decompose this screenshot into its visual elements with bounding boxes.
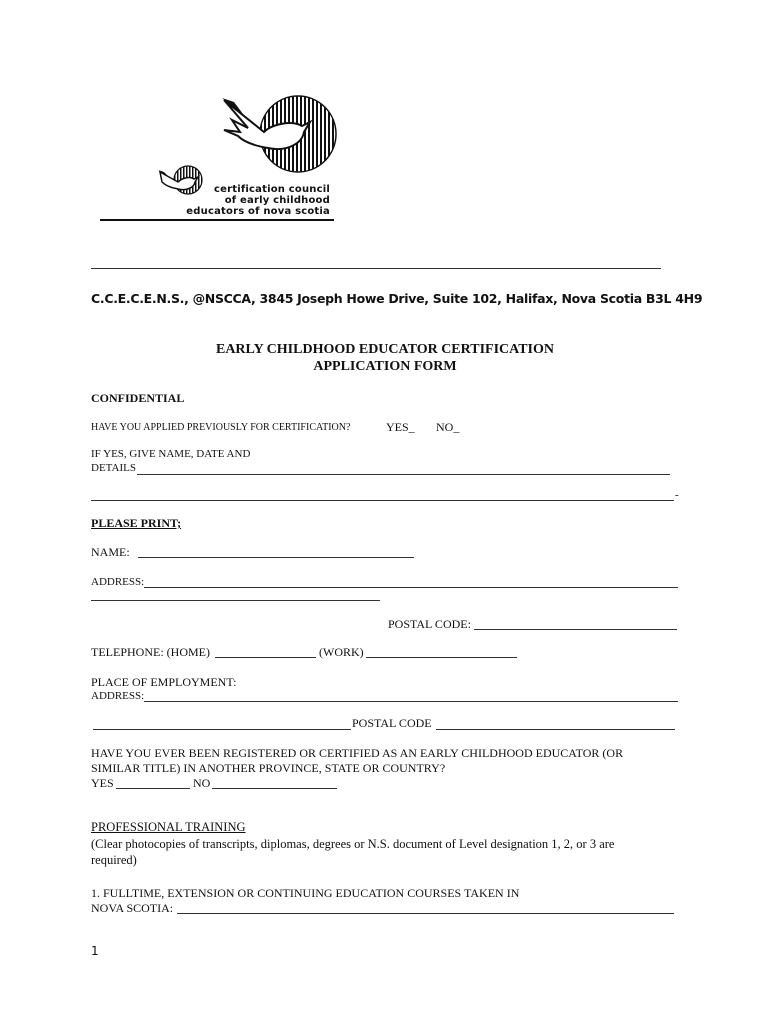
details-label: DETAILS xyxy=(91,462,136,474)
details-trailing-mark: - xyxy=(675,489,679,501)
employment-address-field[interactable] xyxy=(144,701,678,702)
page-number: 1 xyxy=(91,944,99,958)
form-title-line1: EARLY CHILDHOOD EDUCATOR CERTIFICATION xyxy=(215,342,555,357)
telephone-home-label: TELEPHONE: (HOME) xyxy=(91,645,210,659)
postal-code-label: POSTAL CODE: xyxy=(388,617,471,631)
registered-elsewhere-yes-field[interactable] xyxy=(116,788,190,789)
address-label: ADDRESS: xyxy=(91,576,145,588)
logo-text-line3: educators of nova scotia xyxy=(186,206,330,217)
professional-training-note-line1: (Clear photocopies of transcripts, diplomas, degrees or N.S. document of Level designation 1, 2, or 3 are xyxy=(91,837,615,851)
postal-code-field[interactable] xyxy=(474,629,677,630)
registered-elsewhere-no-label: NO xyxy=(193,776,211,790)
telephone-work-label: (WORK) xyxy=(319,645,364,659)
telephone-home-field[interactable] xyxy=(215,657,316,658)
details-field-line-2[interactable] xyxy=(91,500,674,501)
header-rule xyxy=(91,268,661,269)
training-item1-field[interactable] xyxy=(177,913,674,914)
name-label: NAME: xyxy=(91,545,130,559)
employment-postal-code-field[interactable] xyxy=(436,729,675,730)
employment-address-label: ADDRESS: xyxy=(91,690,145,702)
professional-training-note-line2: required) xyxy=(91,853,137,867)
employment-address-field-line-2[interactable] xyxy=(93,729,351,730)
applied-previously-question: HAVE YOU APPLIED PREVIOUSLY FOR CERTIFICATION? xyxy=(91,422,351,433)
if-yes-line1: IF YES, GIVE NAME, DATE AND xyxy=(91,448,251,460)
address-field-line-2[interactable] xyxy=(91,600,380,601)
employment-postal-code-label: POSTAL CODE xyxy=(352,716,432,730)
telephone-work-field[interactable] xyxy=(366,657,517,658)
organization-address: C.C.E.C.E.N.S., @NSCCA, 3845 Joseph Howe Drive, Suite 102, Halifax, Nova Scotia B3L 4H9 xyxy=(91,291,703,306)
registered-elsewhere-line2: SIMILAR TITLE) IN ANOTHER PROVINCE, STATE OR COUNTRY? xyxy=(91,761,446,775)
professional-training-heading: PROFESSIONAL TRAINING xyxy=(91,820,246,834)
council-logo xyxy=(96,92,346,222)
confidential-label: CONFIDENTIAL xyxy=(91,391,185,405)
applied-previously-no[interactable]: NO_ xyxy=(436,420,460,434)
logo-text-line1: certification council xyxy=(213,184,330,195)
registered-elsewhere-no-field[interactable] xyxy=(212,788,337,789)
logo-text-line2: of early childhood xyxy=(224,195,330,206)
training-item1-line2: NOVA SCOTIA: xyxy=(91,901,174,915)
registered-elsewhere-yes-label: YES xyxy=(91,776,114,790)
details-field-line[interactable] xyxy=(137,474,670,475)
name-field[interactable] xyxy=(138,557,414,558)
applied-previously-yes[interactable]: YES_ xyxy=(386,420,415,434)
training-item1-line1: 1. FULLTIME, EXTENSION OR CONTINUING EDUCATION COURSES TAKEN IN xyxy=(91,886,520,900)
form-title-line2: APPLICATION FORM xyxy=(313,359,457,374)
place-of-employment-label: PLACE OF EMPLOYMENT: xyxy=(91,675,237,689)
address-field[interactable] xyxy=(144,587,678,588)
please-print-label: PLEASE PRINT; xyxy=(91,516,182,530)
registered-elsewhere-line1: HAVE YOU EVER BEEN REGISTERED OR CERTIFIED AS AN EARLY CHILDHOOD EDUCATOR (OR xyxy=(91,746,624,760)
